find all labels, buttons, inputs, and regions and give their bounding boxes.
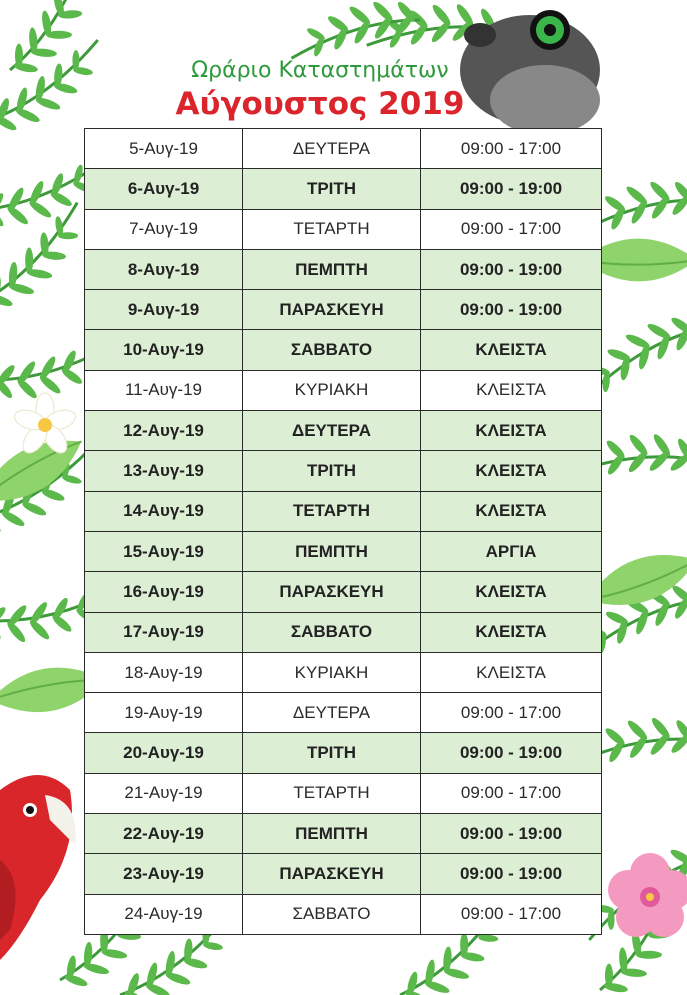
hours-cell: ΚΛΕΙΣΤΑ [421,411,602,451]
day-cell: ΔΕΥΤΕΡΑ [243,129,421,169]
schedule-row [85,894,602,934]
schedule-row [85,652,602,692]
day-cell: ΣΑΒΒΑΤΟ [243,612,421,652]
schedule-row [85,572,602,612]
date-cell: 22-Αυγ-19 [85,814,243,854]
day-cell: ΚΥΡΙΑΚΗ [243,370,421,410]
hours-cell: 09:00 - 19:00 [421,169,602,209]
day-cell: ΚΥΡΙΑΚΗ [243,652,421,692]
month-title: Αύγουστος 2019 [175,86,465,122]
date-cell: 10-Αυγ-19 [85,330,243,370]
schedule-row [85,169,602,209]
schedule-row [85,209,602,249]
date-cell: 8-Αυγ-19 [85,249,243,289]
day-cell: ΠΕΜΠΤΗ [243,814,421,854]
date-cell: 5-Αυγ-19 [85,129,243,169]
day-cell: ΣΑΒΒΑΤΟ [243,330,421,370]
hours-cell: ΚΛΕΙΣΤΑ [421,370,602,410]
date-cell: 24-Αυγ-19 [85,894,243,934]
date-cell: 6-Αυγ-19 [85,169,243,209]
day-cell: ΠΑΡΑΣΚΕΥΗ [243,572,421,612]
hours-cell: 09:00 - 17:00 [421,693,602,733]
hours-cell: ΑΡΓΙΑ [421,531,602,571]
date-cell: 16-Αυγ-19 [85,572,243,612]
hours-cell: ΚΛΕΙΣΤΑ [421,612,602,652]
hours-cell: ΚΛΕΙΣΤΑ [421,330,602,370]
schedule-row [85,370,602,410]
schedule-row [85,693,602,733]
day-cell: ΠΕΜΠΤΗ [243,249,421,289]
date-cell: 14-Αυγ-19 [85,491,243,531]
hours-cell: ΚΛΕΙΣΤΑ [421,572,602,612]
day-cell: ΣΑΒΒΑΤΟ [243,894,421,934]
hibiscus-flower-icon [608,853,687,937]
schedule-row [85,491,602,531]
date-cell: 13-Αυγ-19 [85,451,243,491]
hours-cell: 09:00 - 19:00 [421,249,602,289]
day-cell: ΔΕΥΤΕΡΑ [243,693,421,733]
day-cell: ΤΕΤΑΡΤΗ [243,209,421,249]
schedule-table [84,128,602,935]
schedule-row [85,773,602,813]
schedule-row [85,249,602,289]
schedule-row [85,129,602,169]
day-cell: ΔΕΥΤΕΡΑ [243,411,421,451]
schedule-row [85,733,602,773]
date-cell: 17-Αυγ-19 [85,612,243,652]
hours-cell: ΚΛΕΙΣΤΑ [421,491,602,531]
hours-cell: 09:00 - 17:00 [421,773,602,813]
hours-cell: ΚΛΕΙΣΤΑ [421,451,602,491]
hours-cell: 09:00 - 17:00 [421,894,602,934]
schedule-row [85,531,602,571]
date-cell: 23-Αυγ-19 [85,854,243,894]
date-cell: 19-Αυγ-19 [85,693,243,733]
date-cell: 12-Αυγ-19 [85,411,243,451]
date-cell: 20-Αυγ-19 [85,733,243,773]
day-cell: ΠΑΡΑΣΚΕΥΗ [243,290,421,330]
day-cell: ΠΑΡΑΣΚΕΥΗ [243,854,421,894]
hours-cell: 09:00 - 17:00 [421,129,602,169]
schedule-row [85,290,602,330]
schedule-row [85,451,602,491]
date-cell: 11-Αυγ-19 [85,370,243,410]
hours-cell: ΚΛΕΙΣΤΑ [421,652,602,692]
day-cell: ΤΕΤΑΡΤΗ [243,773,421,813]
parrot-icon [0,775,76,960]
hours-cell: 09:00 - 19:00 [421,854,602,894]
date-cell: 7-Αυγ-19 [85,209,243,249]
date-cell: 15-Αυγ-19 [85,531,243,571]
date-cell: 21-Αυγ-19 [85,773,243,813]
date-cell: 9-Αυγ-19 [85,290,243,330]
day-cell: ΠΕΜΠΤΗ [243,531,421,571]
schedule-row [85,330,602,370]
day-cell: ΤΡΙΤΗ [243,451,421,491]
schedule-row [85,612,602,652]
schedule-row [85,814,602,854]
hours-cell: 09:00 - 19:00 [421,814,602,854]
day-cell: ΤΡΙΤΗ [243,733,421,773]
date-cell: 18-Αυγ-19 [85,652,243,692]
hours-cell: 09:00 - 17:00 [421,209,602,249]
schedule-row [85,411,602,451]
day-cell: ΤΕΤΑΡΤΗ [243,491,421,531]
schedule-row [85,854,602,894]
hours-cell: 09:00 - 19:00 [421,290,602,330]
day-cell: ΤΡΙΤΗ [243,169,421,209]
hours-cell: 09:00 - 19:00 [421,733,602,773]
store-hours-subtitle: Ωράριο Καταστημάτων [191,58,449,83]
